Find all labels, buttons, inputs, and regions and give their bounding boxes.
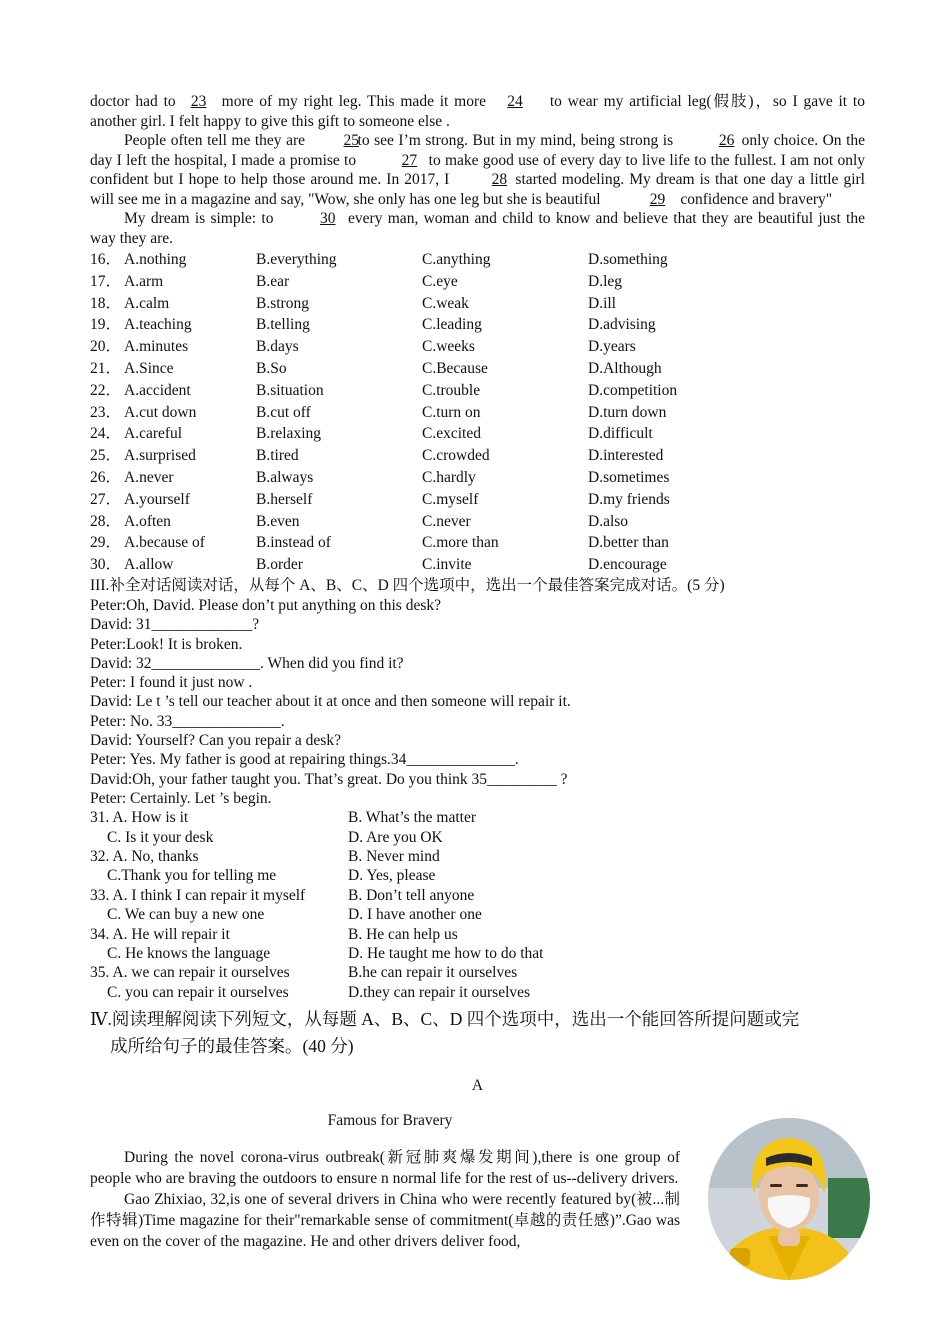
dialogue-line: David: Le t ’s tell our teacher about it at once and then someone will repair it. — [90, 693, 571, 711]
option-row: 28． A.often B.even C.never D.also — [90, 512, 629, 530]
option-row: 30． A.allow B.order C.invite D.encourage — [90, 556, 667, 574]
dialogue-line: Peter:Oh, David. Please don’t put anything on this desk? — [90, 596, 441, 614]
passage-title: Famous for Bravery — [327, 1112, 453, 1130]
blank-25: 25 — [343, 132, 360, 149]
cloze-paragraph-2: People often tell me they are 25to see I’m strong. But in my mind, being strong is 26 only choice. On the day I left the hospital, I made a promise to 27 to make good use of every day to live life to the fullest. I am not only confident but I hope to help those around me. In 2017, I 28 started modeling. My dream is that one day a little girl will see me in a magazine and say, "Wow, she only has one leg but she is beautiful 29 confidence and bravery" — [90, 132, 865, 208]
dialogue-line: Peter: I found it just now . — [90, 674, 253, 692]
passage-a — [90, 1147, 680, 1252]
answer-row: 34. A. He will repair it B. He can help us — [90, 925, 458, 943]
delivery-driver-illustration — [708, 1118, 870, 1280]
exam-page — [90, 92, 865, 1252]
option-row: 18． A.calm B.strong C.weak D.ill — [90, 294, 616, 312]
option-row: 16． A.nothing B.everything C.anything D.something — [90, 251, 668, 268]
blank-23: 23 — [190, 93, 207, 110]
answer-row: C. Is it your desk D. Are you OK — [107, 828, 443, 846]
cloze-paragraph-1: doctor had to 23 more of my right leg. This made it more 24 to wear my artificial leg(假肢)，so I gave it to another girl. I felt happy to give this gift to someone else . — [90, 93, 865, 130]
option-row: 21． A.Since B.So C.Because D.Although — [90, 359, 662, 377]
answer-row: C.Thank you for telling me D. Yes, please — [107, 867, 436, 885]
section-4-title: Ⅳ.阅读理解阅读下列短文，从每题 A、B、C、D 四个选项中，选出一个能回答所提问题或完 成所给句子的最佳答案。(40 分) — [90, 1009, 800, 1057]
option-row: 26． A.never B.always C.hardly D.sometimes — [90, 468, 670, 486]
blank-26: 26 — [718, 132, 735, 149]
option-row: 27． A.yourself B.herself C.myself D.my friends — [90, 490, 670, 508]
cloze-paragraph-3: My dream is simple: to 30 every man, woman and child to know and believe that they are beautiful just the way they are. — [90, 210, 865, 247]
option-row: 29． A.because of B.instead of C.more than D.better than — [90, 534, 669, 552]
dialogue — [90, 596, 865, 808]
blank-27: 27 — [401, 151, 418, 169]
dialogue-line: Peter: Certainly. Let ’s begin. — [90, 789, 272, 807]
dialogue-answers — [90, 808, 865, 1002]
blank-28: 28 — [491, 171, 508, 188]
answer-row: 32. A. No, thanks B. Never mind — [90, 848, 440, 866]
blank-24: 24 — [507, 93, 523, 110]
answer-row: C. you can repair it ourselves D.they can repair it ourselves — [107, 983, 531, 1001]
dialogue-line: Peter: No. 33______________. — [90, 712, 285, 730]
dialogue-line: Peter: Yes. My father is good at repairing things.34______________. — [90, 751, 519, 769]
dialogue-line: Peter:Look! It is broken. — [90, 635, 243, 653]
answer-row: C. We can buy a new one D. I have another one — [107, 906, 482, 924]
dialogue-line: David: 31_____________? — [90, 616, 260, 634]
option-row: 23． A.cut down B.cut off C.turn on D.turn down — [90, 403, 667, 421]
blank-30: 30 — [320, 210, 336, 227]
section-3-title: III.补全对话阅读对话，从每个 A、B、C、D 四个选项中，选出一个最佳答案完成对话。(5 分) — [90, 576, 725, 594]
option-row: 25． A.surprised B.tired C.crowded D.interested — [90, 447, 664, 465]
answer-row: 33. A. I think I can repair it myself B. Don’t tell anyone — [90, 886, 475, 904]
answer-row: C. He knows the language D. He taught me how to do that — [107, 945, 544, 963]
dialogue-line: David:Oh, your father taught you. That’s great. Do you think 35_________ ? — [90, 770, 568, 788]
blank-29: 29 — [649, 190, 666, 208]
passage-paragraph: Gao Zhixiao, 32,is one of several drivers in China who were recently featured by(被...制作特辑)Time magazine for their"remarkable sense of commitment(卓越的责任感)”.Gao was even on the cover of the magazine. He and other drivers deliver food, — [90, 1190, 680, 1250]
answer-row: 31. A. How is it B. What’s the matter — [90, 809, 476, 827]
option-row: 17． A.arm B.ear C.eye D.leg — [90, 272, 623, 290]
option-row: 22． A.accident B.situation C.trouble D.competition — [90, 381, 678, 399]
dialogue-line: David: 32______________. When did you find it? — [90, 654, 404, 672]
option-row: 19． A.teaching B.telling C.leading D.advising — [90, 316, 656, 334]
dialogue-line: David: Yourself? Can you repair a desk? — [90, 732, 341, 750]
passage-letter: A — [471, 1076, 484, 1094]
cloze-options — [90, 249, 865, 576]
delivery-driver-photo — [708, 1118, 870, 1280]
answer-row: 35. A. we can repair it ourselves B.he can repair it ourselves — [90, 964, 518, 982]
option-row: 24． A.careful B.relaxing C.excited D.difficult — [90, 425, 653, 443]
option-row: 20． A.minutes B.days C.weeks D.years — [90, 338, 636, 356]
passage-paragraph: During the novel corona-virus outbreak(新冠肺爽爆发期间),there is one group of people who are braving the outdoors to ensure n normal life for the rest of us--delivery drivers. — [90, 1148, 680, 1187]
